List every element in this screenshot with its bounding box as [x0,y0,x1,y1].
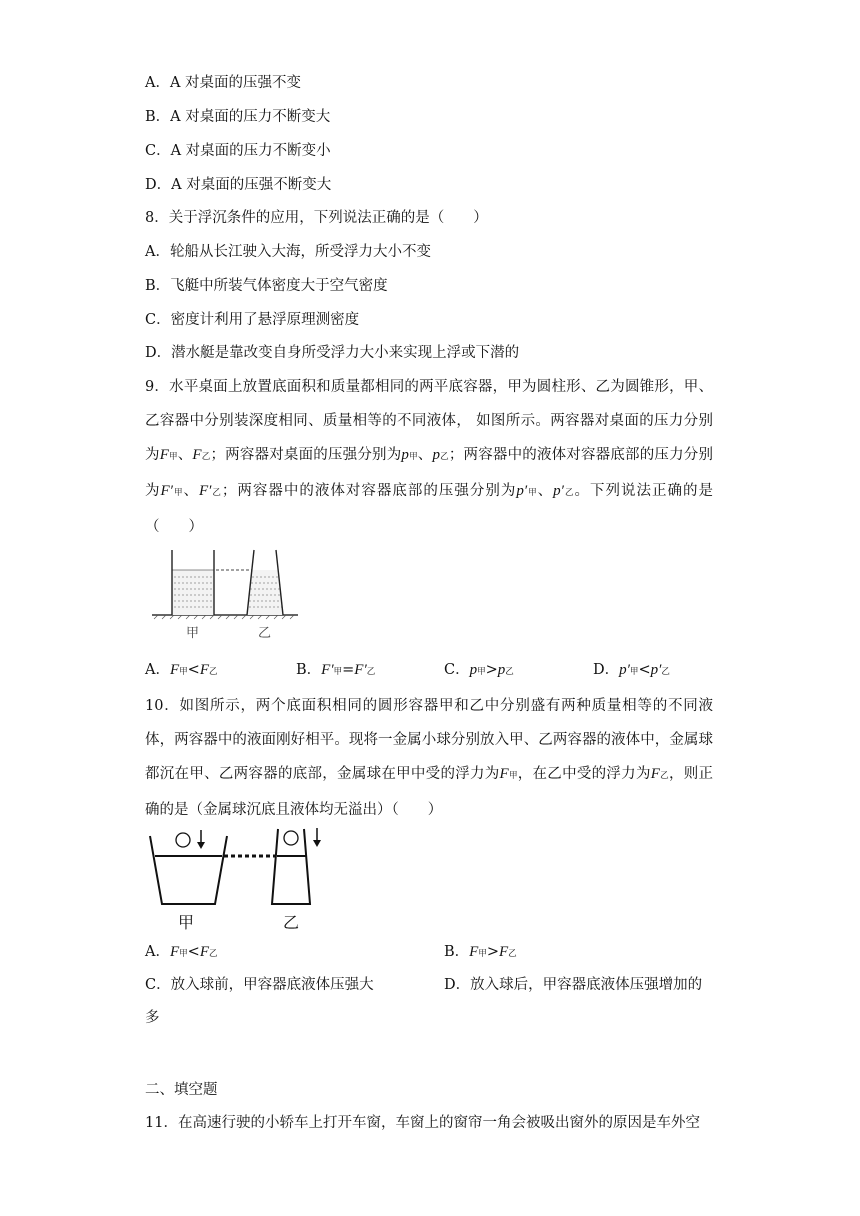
q7-option-d: D．A 对桌面的压强不断变大 [145,177,332,193]
q9-option-c: C．p甲>p乙 [444,662,514,678]
q9-fig-label-yi: 乙 [258,626,272,641]
q7-option-a: A．A 对桌面的压强不变 [145,75,302,91]
q10-option-a: A．F甲<F乙 [145,944,218,960]
q10-option-d-line2: 多 [145,1010,160,1026]
q8-stem: 8．关于浮沉条件的应用，下列说法正确的是（ ） [145,210,488,226]
q10-fig-label-yi: 乙 [283,913,300,932]
q10-option-c: C．放入球前，甲容器底液体压强大 [145,977,374,993]
metal-ball [284,831,298,845]
metal-ball [176,833,190,847]
q10-option-d-line1: D．放入球后，甲容器底液体压强增加的 [444,977,703,993]
q8-option-d: D．潜水艇是靠改变自身所受浮力大小来实现上浮或下潜的 [145,345,520,361]
section-title: 二、填空题 [145,1082,218,1098]
q10-option-b: B．F甲>F乙 [444,944,517,960]
q7-option-c: C．A 对桌面的压力不断变小 [145,143,331,159]
q10-fig-label-jia: 甲 [178,913,195,932]
q9-stem: 9．水平桌面上放置底面积和质量都相同的两平底容器，甲为圆柱形、乙为圆锥形，甲、乙容器中分别装深度相同、质量相等的不同液体， 如图所示。两容器对桌面的压力分别为F甲、F乙；两容器对桌面的压强分别为p甲、p乙；两容器中的液体对容器底部的压力分别为F′甲、F′乙；两容器中的液体对容器底部的压强分别为p′甲、p′乙。下列说法正确的是（ ） [145,379,713,535]
q8-option-b: B．飞艇中所装气体密度大于空气密度 [145,278,388,294]
q9-option-b: B．F′甲=F′乙 [296,662,376,678]
q8-option-c: C．密度计利用了悬浮原理测密度 [145,312,360,328]
q9-figure [148,545,308,645]
q7-option-b: B．A 对桌面的压力不断变大 [145,109,331,125]
container-jia [150,836,227,904]
q9-option-a: A．F甲<F乙 [145,662,218,678]
q9-fig-label-jia: 甲 [186,626,200,641]
q9-option-d: D．p′甲<p′乙 [593,662,670,678]
container-yi [247,550,283,615]
q10-stem: 10．如图所示，两个底面积相同的圆形容器甲和乙中分别盛有两种质量相等的不同液体，两容器中的液面刚好相平。现将一金属小球分别放入甲、乙两容器的液体中，金属球都沉在甲、乙两容器的底部，金属球在甲中受的浮力为F甲，在乙中受的浮力为F乙，则正确的是（金属球沉底且液体均无溢出）（ ） [145,698,713,818]
down-arrow-icon [313,828,321,847]
down-arrow-icon [197,830,205,849]
q10-figure [145,824,335,934]
q8-option-a: A．轮船从长江驶入大海，所受浮力大小不变 [145,244,431,260]
container-yi [272,829,310,904]
q11-stem: 11．在高速行驶的小轿车上打开车窗，车窗上的窗帘一角会被吸出窗外的原因是车外空 [145,1115,700,1131]
container-jia [172,550,214,615]
